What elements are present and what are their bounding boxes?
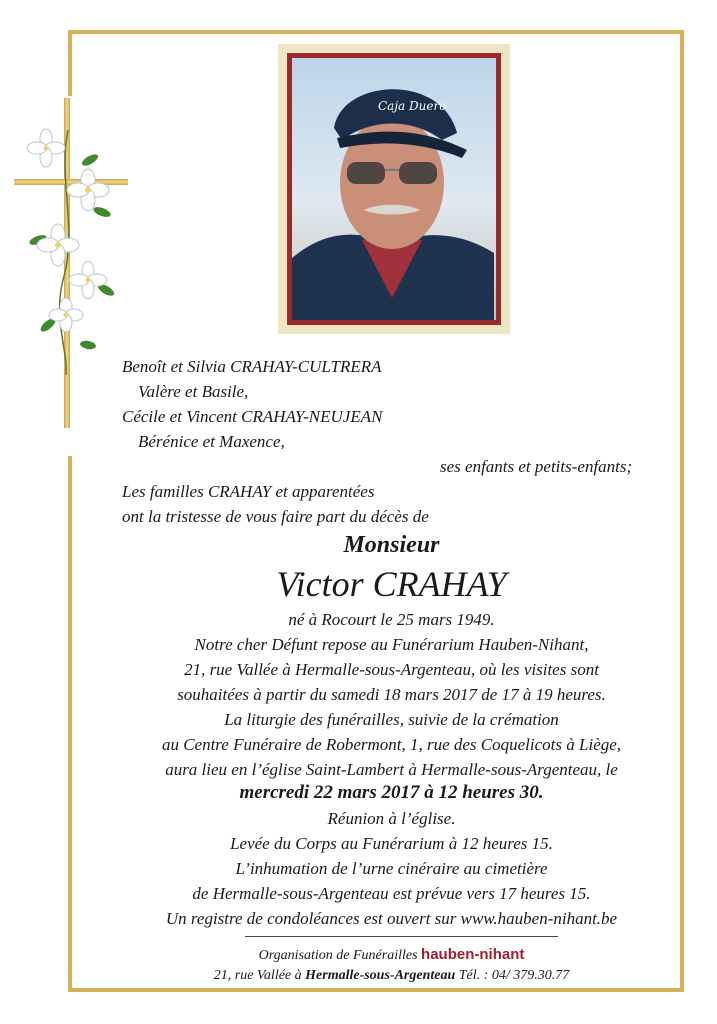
deceased-name: Victor CRAHAY <box>276 564 507 604</box>
families-line: Les familles CRAHAY et apparentées <box>122 482 375 501</box>
footer-address-prefix: 21, rue Vallée à <box>213 968 302 983</box>
detail-line-3: 21, rue Vallée à Hermalle-sous-Argenteau, où les visites sont <box>184 660 599 679</box>
relation-line: ses enfants et petits-enfants; <box>440 457 633 476</box>
ceremony-date: mercredi 22 mars 2017 à 12 heures 30. <box>239 782 544 803</box>
detail-line-7: aura lieu en l’église Saint-Lambert à Hermalle-sous-Argenteau, le <box>165 760 618 779</box>
closing-line-5: Un registre de condoléances est ouvert sur www.hauben-nihant.be <box>165 909 618 928</box>
portrait-illustration <box>292 58 494 320</box>
footer-brand: hauben-nihant <box>421 946 525 963</box>
title-monsieur: Monsieur <box>343 532 440 558</box>
closing-line-4: de Hermalle-sous-Argenteau est prévue vers 17 heures 15. <box>192 884 591 903</box>
footer-org <box>0 946 717 964</box>
detail-line-6: au Centre Funéraire de Robermont, 1, rue des Coquelicots à Liège, <box>161 735 622 754</box>
footer-address-town: Hermalle-sous-Argenteau <box>305 968 456 983</box>
detail-line-2: Notre cher Défunt repose au Funérarium Hauben-Nihant, <box>194 635 589 654</box>
cap-text: Caja Duero <box>378 99 447 113</box>
portrait-mat <box>278 44 510 334</box>
detail-line-4: souhaitées à partir du samedi 18 mars 2017 de 17 à 19 heures. <box>177 685 606 704</box>
footer-address <box>0 968 717 984</box>
footer-org-prefix: Organisation de Funérailles <box>258 948 418 963</box>
closing-line-2: Levée du Corps au Funérarium à 12 heures 15. <box>230 834 553 853</box>
closing-line-3: L’inhumation de l’urne cinéraire au cimetière <box>235 859 548 878</box>
portrait-border <box>287 53 501 325</box>
family-line-2: Valère et Basile, <box>138 382 249 401</box>
footer-divider <box>245 936 558 937</box>
footer-phone: Tél. : 04/ 379.30.77 <box>458 968 570 983</box>
flowers-decoration-icon <box>18 120 128 380</box>
portrait-photo <box>292 58 496 320</box>
family-line-3: Cécile et Vincent CRAHAY-NEUJEAN <box>122 407 383 426</box>
detail-line-1: né à Rocourt le 25 mars 1949. <box>288 610 495 629</box>
closing-line-1: Réunion à l’église. <box>327 809 456 828</box>
announce-line: ont la tristesse de vous faire part du décès de <box>122 507 429 526</box>
detail-line-5: La liturgie des funérailles, suivie de la crémation <box>224 710 559 729</box>
family-line-4: Bérénice et Maxence, <box>138 432 285 451</box>
family-line-1: Benoît et Silvia CRAHAY-CULTRERA <box>122 357 382 376</box>
